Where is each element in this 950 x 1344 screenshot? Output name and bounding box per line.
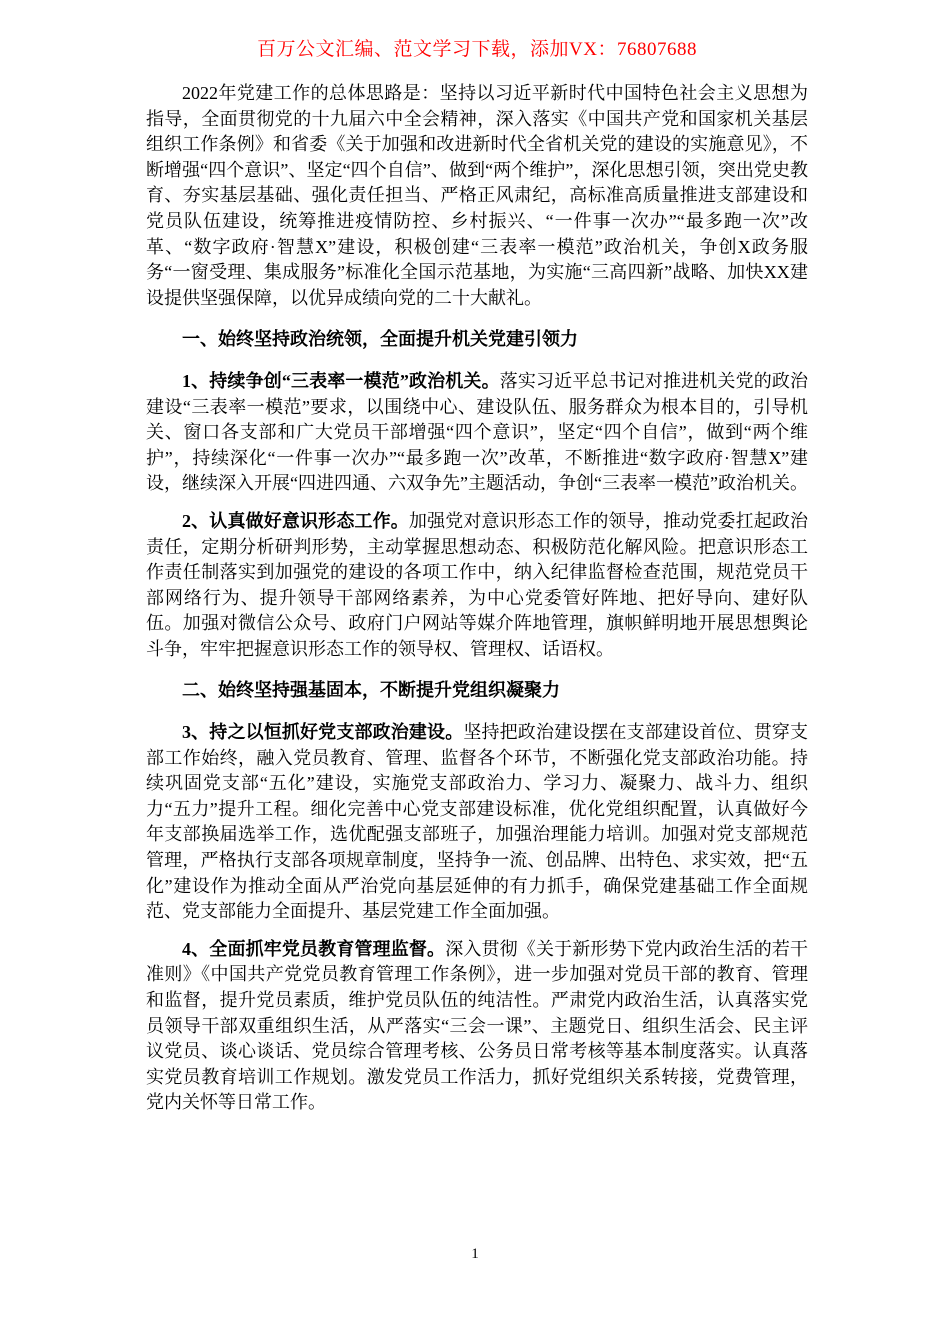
- paragraph: 1、持续争创“三表率一模范”政治机关。落实习近平总书记对推进机关党的政治建设“三表率一模范”要求，以围绕中心、建设队伍、服务群众为根本目的，引导机关、窗口各支部和广大党员干部增强“四个意识”，坚定“四个自信”，做到“两个维护”，持续深化“一件事一次办”“最多跑一次”改革，不断推进“数字政府·智慧X”建设，继续深入开展“四进四通、六双争先”主题活动，争创“三表率一模范”政治机关。: [146, 370, 809, 494]
- page-number: 1: [471, 1246, 479, 1262]
- section-heading: 一、始终坚持政治统领，全面提升机关党建引领力: [182, 329, 578, 350]
- promo-header: 百万公文汇编、范文学习下载，添加VX：76807688: [257, 39, 697, 60]
- paragraph-lead: 4、全面抓牢党员教育管理监督。: [182, 938, 446, 959]
- paragraph-lead: 2、认真做好意识形态工作。: [182, 510, 409, 531]
- paragraph: 4、全面抓牢党员教育管理监督。深入贯彻《关于新形势下党内政治生活的若干准则》《中国共产党党员教育管理工作条例》，进一步加强对党员干部的教育、管理和监督，提升党员素质，维护党员队伍的纯洁性。严肃党内政治生活，认真落实党员领导干部双重组织生活，从严落实“三会一课”、主题党日、组织生活会、民主评议党员、谈心谈话、党员综合管理考核、公务员日常考核等基本制度落实。认真落实党员教育培训工作规划。激发党员工作活力，抓好党组织关系转接，党费管理，党内关怀等日常工作。: [146, 938, 809, 1113]
- section-heading: 二、始终坚持强基固本，不断提升党组织凝聚力: [182, 680, 560, 701]
- paragraph: 3、持之以恒抓好党支部政治建设。坚持把政治建设摆在支部建设首位、贯穿支部工作始终，融入党员教育、管理、监督各个环节，不断强化党支部政治功能。持续巩固党支部“五化”建设，实施党支部政治力、学习力、凝聚力、战斗力、组织力“五力”提升工程。细化完善中心党支部建设标准，优化党组织配置，认真做好今年支部换届选举工作，选优配强支部班子，加强治理能力培训。加强对党支部规范管理，严格执行支部各项规章制度，坚持争一流、创品牌、出特色、求实效，把“五化”建设作为推动全面从严治党向基层延伸的有力抓手，确保党建基础工作全面规范、党支部能力全面提升、基层党建工作全面加强。: [146, 722, 809, 922]
- paragraph-lead: 1、持续争创“三表率一模范”政治机关。: [182, 370, 500, 391]
- paragraph-lead: 3、持之以恒抓好党支部政治建设。: [182, 722, 464, 743]
- paragraph: 2022年党建工作的总体思路是：坚持以习近平新时代中国特色社会主义思想为指导，全面贯彻党的十九届六中全会精神，深入落实《中国共产党和国家机关基层组织工作条例》和省委《关于加强和改进新时代全省机关党的建设的实施意见》，不断增强“四个意识”、坚定“四个自信”、做到“两个维护”，深化思想引领，突出党史教育、夯实基层基础、强化责任担当、严格正风肃纪，高标准高质量推进支部建设和党员队伍建设，统筹推进疫情防控、乡村振兴、“一件事一次办”“最多跑一次”改革、“数字政府·智慧X”建设，积极创建“三表率一模范”政治机关，争创X政务服务“一窗受理、集成服务”标准化全国示范基地，为实施“三高四新”战略、加快XX建设提供坚强保障，以优异成绩向党的二十大献礼。: [146, 83, 808, 308]
- document-body: [146, 81, 808, 1116]
- paragraph: 2、认真做好意识形态工作。加强党对意识形态工作的领导，推动党委扛起政治责任，定期分析研判形势，主动掌握思想动态、积极防范化解风险。把意识形态工作责任制落实到加强党的建设的各项工作中，纳入纪律监督检查范围，规范党员干部网络行为、提升领导干部网络素养，为中心党委管好阵地、把好导向、建好队伍。加强对微信公众号、政府门户网站等媒介阵地管理，旗帜鲜明地开展思想舆论斗争，牢牢把握意识形态工作的领导权、管理权、话语权。: [146, 510, 809, 659]
